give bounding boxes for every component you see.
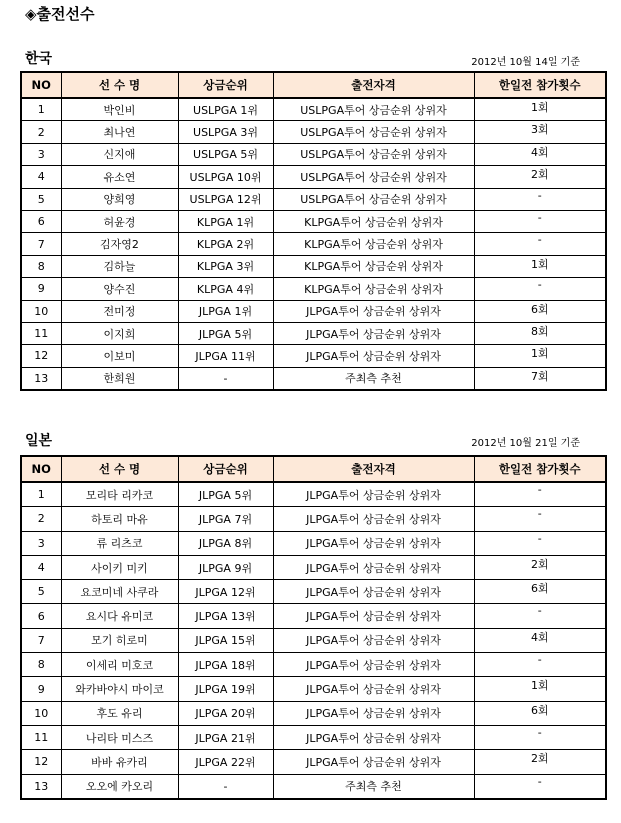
- table-row: [21, 166, 606, 188]
- cell-player-name: 김하늘: [61, 255, 178, 277]
- cell-qualification: USLPGA투어 상금순위 상위자: [273, 166, 474, 188]
- table-row: [21, 188, 606, 210]
- cell-player-name: 유소연: [61, 166, 178, 188]
- cell-player-name: 양수진: [61, 278, 178, 300]
- cell-no: 3: [21, 531, 61, 555]
- cell-no: 12: [21, 345, 61, 367]
- cell-participation-count: 1회: [474, 255, 606, 277]
- japan-player-table: [20, 455, 607, 800]
- table-row: [21, 531, 606, 555]
- table-row: [21, 367, 606, 390]
- cell-participation-count: 1회: [474, 677, 606, 701]
- cell-no: 6: [21, 604, 61, 628]
- table-row: [21, 701, 606, 725]
- table-header-row: [21, 72, 606, 98]
- cell-player-name: 바바 유카리: [61, 750, 178, 774]
- cell-qualification: USLPGA투어 상금순위 상위자: [273, 143, 474, 165]
- cell-no: 9: [21, 677, 61, 701]
- cell-participation-count: -: [474, 188, 606, 210]
- cell-participation-count: -: [474, 725, 606, 749]
- cell-no: 8: [21, 255, 61, 277]
- cell-qualification: 주최측 추천: [273, 774, 474, 799]
- table-row: [21, 653, 606, 677]
- table-row: [21, 580, 606, 604]
- cell-player-name: 양희영: [61, 188, 178, 210]
- cell-player-name: 후도 유리: [61, 701, 178, 725]
- cell-prize-rank: JLPGA 12위: [178, 580, 273, 604]
- cell-participation-count: 8회: [474, 322, 606, 344]
- cell-player-name: 전미정: [61, 300, 178, 322]
- cell-no: 6: [21, 210, 61, 232]
- cell-prize-rank: USLPGA 3위: [178, 121, 273, 143]
- cell-participation-count: -: [474, 233, 606, 255]
- cell-no: 1: [21, 482, 61, 507]
- cell-qualification: JLPGA투어 상금순위 상위자: [273, 507, 474, 531]
- cell-participation-count: -: [474, 507, 606, 531]
- col-header-qualification: 출전자격: [273, 456, 474, 482]
- cell-no: 4: [21, 555, 61, 579]
- cell-player-name: 와카바야시 마이코: [61, 677, 178, 701]
- cell-qualification: JLPGA투어 상금순위 상위자: [273, 482, 474, 507]
- table-row: [21, 300, 606, 322]
- cell-no: 12: [21, 750, 61, 774]
- cell-qualification: JLPGA투어 상금순위 상위자: [273, 300, 474, 322]
- cell-no: 3: [21, 143, 61, 165]
- cell-participation-count: -: [474, 531, 606, 555]
- cell-prize-rank: JLPGA 8위: [178, 531, 273, 555]
- cell-no: 4: [21, 166, 61, 188]
- col-header-rank: 상금순위: [178, 72, 273, 98]
- cell-no: 13: [21, 774, 61, 799]
- cell-qualification: KLPGA투어 상금순위 상위자: [273, 255, 474, 277]
- cell-participation-count: 7회: [474, 367, 606, 390]
- cell-participation-count: -: [474, 278, 606, 300]
- table-row: [21, 604, 606, 628]
- cell-prize-rank: -: [178, 774, 273, 799]
- cell-prize-rank: JLPGA 1위: [178, 300, 273, 322]
- cell-no: 5: [21, 188, 61, 210]
- japan-section-title: 일본: [25, 433, 53, 449]
- cell-prize-rank: JLPGA 13위: [178, 604, 273, 628]
- cell-prize-rank: USLPGA 10위: [178, 166, 273, 188]
- cell-qualification: JLPGA투어 상금순위 상위자: [273, 725, 474, 749]
- cell-participation-count: 4회: [474, 628, 606, 652]
- cell-prize-rank: JLPGA 5위: [178, 482, 273, 507]
- cell-player-name: 한희원: [61, 367, 178, 390]
- col-header-no: NO: [21, 456, 61, 482]
- col-header-no: NO: [21, 72, 61, 98]
- cell-prize-rank: JLPGA 7위: [178, 507, 273, 531]
- cell-participation-count: -: [474, 604, 606, 628]
- cell-prize-rank: USLPGA 12위: [178, 188, 273, 210]
- cell-player-name: 최나연: [61, 121, 178, 143]
- cell-player-name: 요시다 유미코: [61, 604, 178, 628]
- cell-player-name: 사이키 미키: [61, 555, 178, 579]
- cell-player-name: 신지애: [61, 143, 178, 165]
- cell-prize-rank: KLPGA 1위: [178, 210, 273, 232]
- cell-participation-count: 6회: [474, 580, 606, 604]
- cell-no: 11: [21, 322, 61, 344]
- cell-participation-count: 2회: [474, 750, 606, 774]
- table-row: [21, 233, 606, 255]
- cell-player-name: 김자영2: [61, 233, 178, 255]
- korea-player-table: [20, 71, 607, 391]
- cell-player-name: 요코미네 사쿠라: [61, 580, 178, 604]
- cell-no: 8: [21, 653, 61, 677]
- japan-section-date: 2012년 10월 21일 기준: [471, 438, 580, 449]
- cell-participation-count: 1회: [474, 98, 606, 121]
- cell-no: 1: [21, 98, 61, 121]
- col-header-count: 한일전 참가횟수: [474, 456, 606, 482]
- cell-player-name: 이보미: [61, 345, 178, 367]
- cell-prize-rank: USLPGA 1위: [178, 98, 273, 121]
- col-header-name: 선 수 명: [61, 456, 178, 482]
- table-row: [21, 345, 606, 367]
- cell-no: 11: [21, 725, 61, 749]
- cell-prize-rank: JLPGA 11위: [178, 345, 273, 367]
- cell-qualification: JLPGA투어 상금순위 상위자: [273, 701, 474, 725]
- table-row: [21, 677, 606, 701]
- table-row: [21, 507, 606, 531]
- cell-no: 2: [21, 121, 61, 143]
- table-row: [21, 98, 606, 121]
- cell-player-name: 이세리 미호코: [61, 653, 178, 677]
- cell-participation-count: 2회: [474, 166, 606, 188]
- table-row: [21, 725, 606, 749]
- cell-no: 5: [21, 580, 61, 604]
- cell-prize-rank: KLPGA 3위: [178, 255, 273, 277]
- cell-qualification: JLPGA투어 상금순위 상위자: [273, 628, 474, 652]
- cell-qualification: JLPGA투어 상금순위 상위자: [273, 345, 474, 367]
- cell-player-name: 류 리츠코: [61, 531, 178, 555]
- col-header-rank: 상금순위: [178, 456, 273, 482]
- cell-participation-count: -: [474, 653, 606, 677]
- cell-qualification: KLPGA투어 상금순위 상위자: [273, 233, 474, 255]
- cell-player-name: 이지희: [61, 322, 178, 344]
- cell-prize-rank: KLPGA 2위: [178, 233, 273, 255]
- table-row: [21, 628, 606, 652]
- cell-no: 7: [21, 628, 61, 652]
- table-row: [21, 322, 606, 344]
- cell-player-name: 나리타 미스즈: [61, 725, 178, 749]
- col-header-count: 한일전 참가횟수: [474, 72, 606, 98]
- cell-no: 7: [21, 233, 61, 255]
- cell-player-name: 박인비: [61, 98, 178, 121]
- cell-prize-rank: JLPGA 5위: [178, 322, 273, 344]
- table-row: [21, 121, 606, 143]
- cell-participation-count: -: [474, 482, 606, 507]
- table-row: [21, 750, 606, 774]
- korea-section-title: 한국: [25, 51, 53, 67]
- cell-prize-rank: KLPGA 4위: [178, 278, 273, 300]
- cell-no: 13: [21, 367, 61, 390]
- cell-qualification: JLPGA투어 상금순위 상위자: [273, 555, 474, 579]
- cell-qualification: JLPGA투어 상금순위 상위자: [273, 531, 474, 555]
- table-row: [21, 255, 606, 277]
- cell-qualification: USLPGA투어 상금순위 상위자: [273, 188, 474, 210]
- cell-qualification: USLPGA투어 상금순위 상위자: [273, 98, 474, 121]
- cell-participation-count: 6회: [474, 701, 606, 725]
- cell-qualification: 주최측 추천: [273, 367, 474, 390]
- cell-participation-count: 1회: [474, 345, 606, 367]
- col-header-name: 선 수 명: [61, 72, 178, 98]
- table-row: [21, 210, 606, 232]
- cell-qualification: KLPGA투어 상금순위 상위자: [273, 278, 474, 300]
- cell-participation-count: -: [474, 210, 606, 232]
- cell-qualification: JLPGA투어 상금순위 상위자: [273, 653, 474, 677]
- cell-prize-rank: JLPGA 22위: [178, 750, 273, 774]
- cell-player-name: 오오에 카오리: [61, 774, 178, 799]
- cell-qualification: JLPGA투어 상금순위 상위자: [273, 604, 474, 628]
- cell-no: 10: [21, 300, 61, 322]
- cell-prize-rank: JLPGA 15위: [178, 628, 273, 652]
- korea-section-date: 2012년 10월 14일 기준: [471, 57, 580, 68]
- cell-player-name: 모리타 리카코: [61, 482, 178, 507]
- cell-participation-count: 2회: [474, 555, 606, 579]
- cell-qualification: JLPGA투어 상금순위 상위자: [273, 677, 474, 701]
- cell-player-name: 하토리 마유: [61, 507, 178, 531]
- cell-participation-count: 3회: [474, 121, 606, 143]
- cell-player-name: 모기 히로미: [61, 628, 178, 652]
- cell-no: 9: [21, 278, 61, 300]
- cell-qualification: JLPGA투어 상금순위 상위자: [273, 322, 474, 344]
- table-row: [21, 774, 606, 799]
- cell-qualification: JLPGA투어 상금순위 상위자: [273, 750, 474, 774]
- cell-participation-count: 6회: [474, 300, 606, 322]
- table-row: [21, 143, 606, 165]
- cell-prize-rank: JLPGA 19위: [178, 677, 273, 701]
- cell-participation-count: 4회: [474, 143, 606, 165]
- cell-player-name: 허윤경: [61, 210, 178, 232]
- cell-qualification: JLPGA투어 상금순위 상위자: [273, 580, 474, 604]
- cell-prize-rank: -: [178, 367, 273, 390]
- cell-prize-rank: USLPGA 5위: [178, 143, 273, 165]
- cell-qualification: USLPGA투어 상금순위 상위자: [273, 121, 474, 143]
- cell-qualification: KLPGA투어 상금순위 상위자: [273, 210, 474, 232]
- cell-prize-rank: JLPGA 18위: [178, 653, 273, 677]
- cell-prize-rank: JLPGA 21위: [178, 725, 273, 749]
- table-row: [21, 555, 606, 579]
- col-header-qualification: 출전자격: [273, 72, 474, 98]
- cell-prize-rank: JLPGA 20위: [178, 701, 273, 725]
- table-row: [21, 482, 606, 507]
- page-title: ◈출전선수: [25, 5, 95, 23]
- table-row: [21, 278, 606, 300]
- table-header-row: [21, 456, 606, 482]
- cell-participation-count: -: [474, 774, 606, 799]
- cell-prize-rank: JLPGA 9위: [178, 555, 273, 579]
- cell-no: 10: [21, 701, 61, 725]
- cell-no: 2: [21, 507, 61, 531]
